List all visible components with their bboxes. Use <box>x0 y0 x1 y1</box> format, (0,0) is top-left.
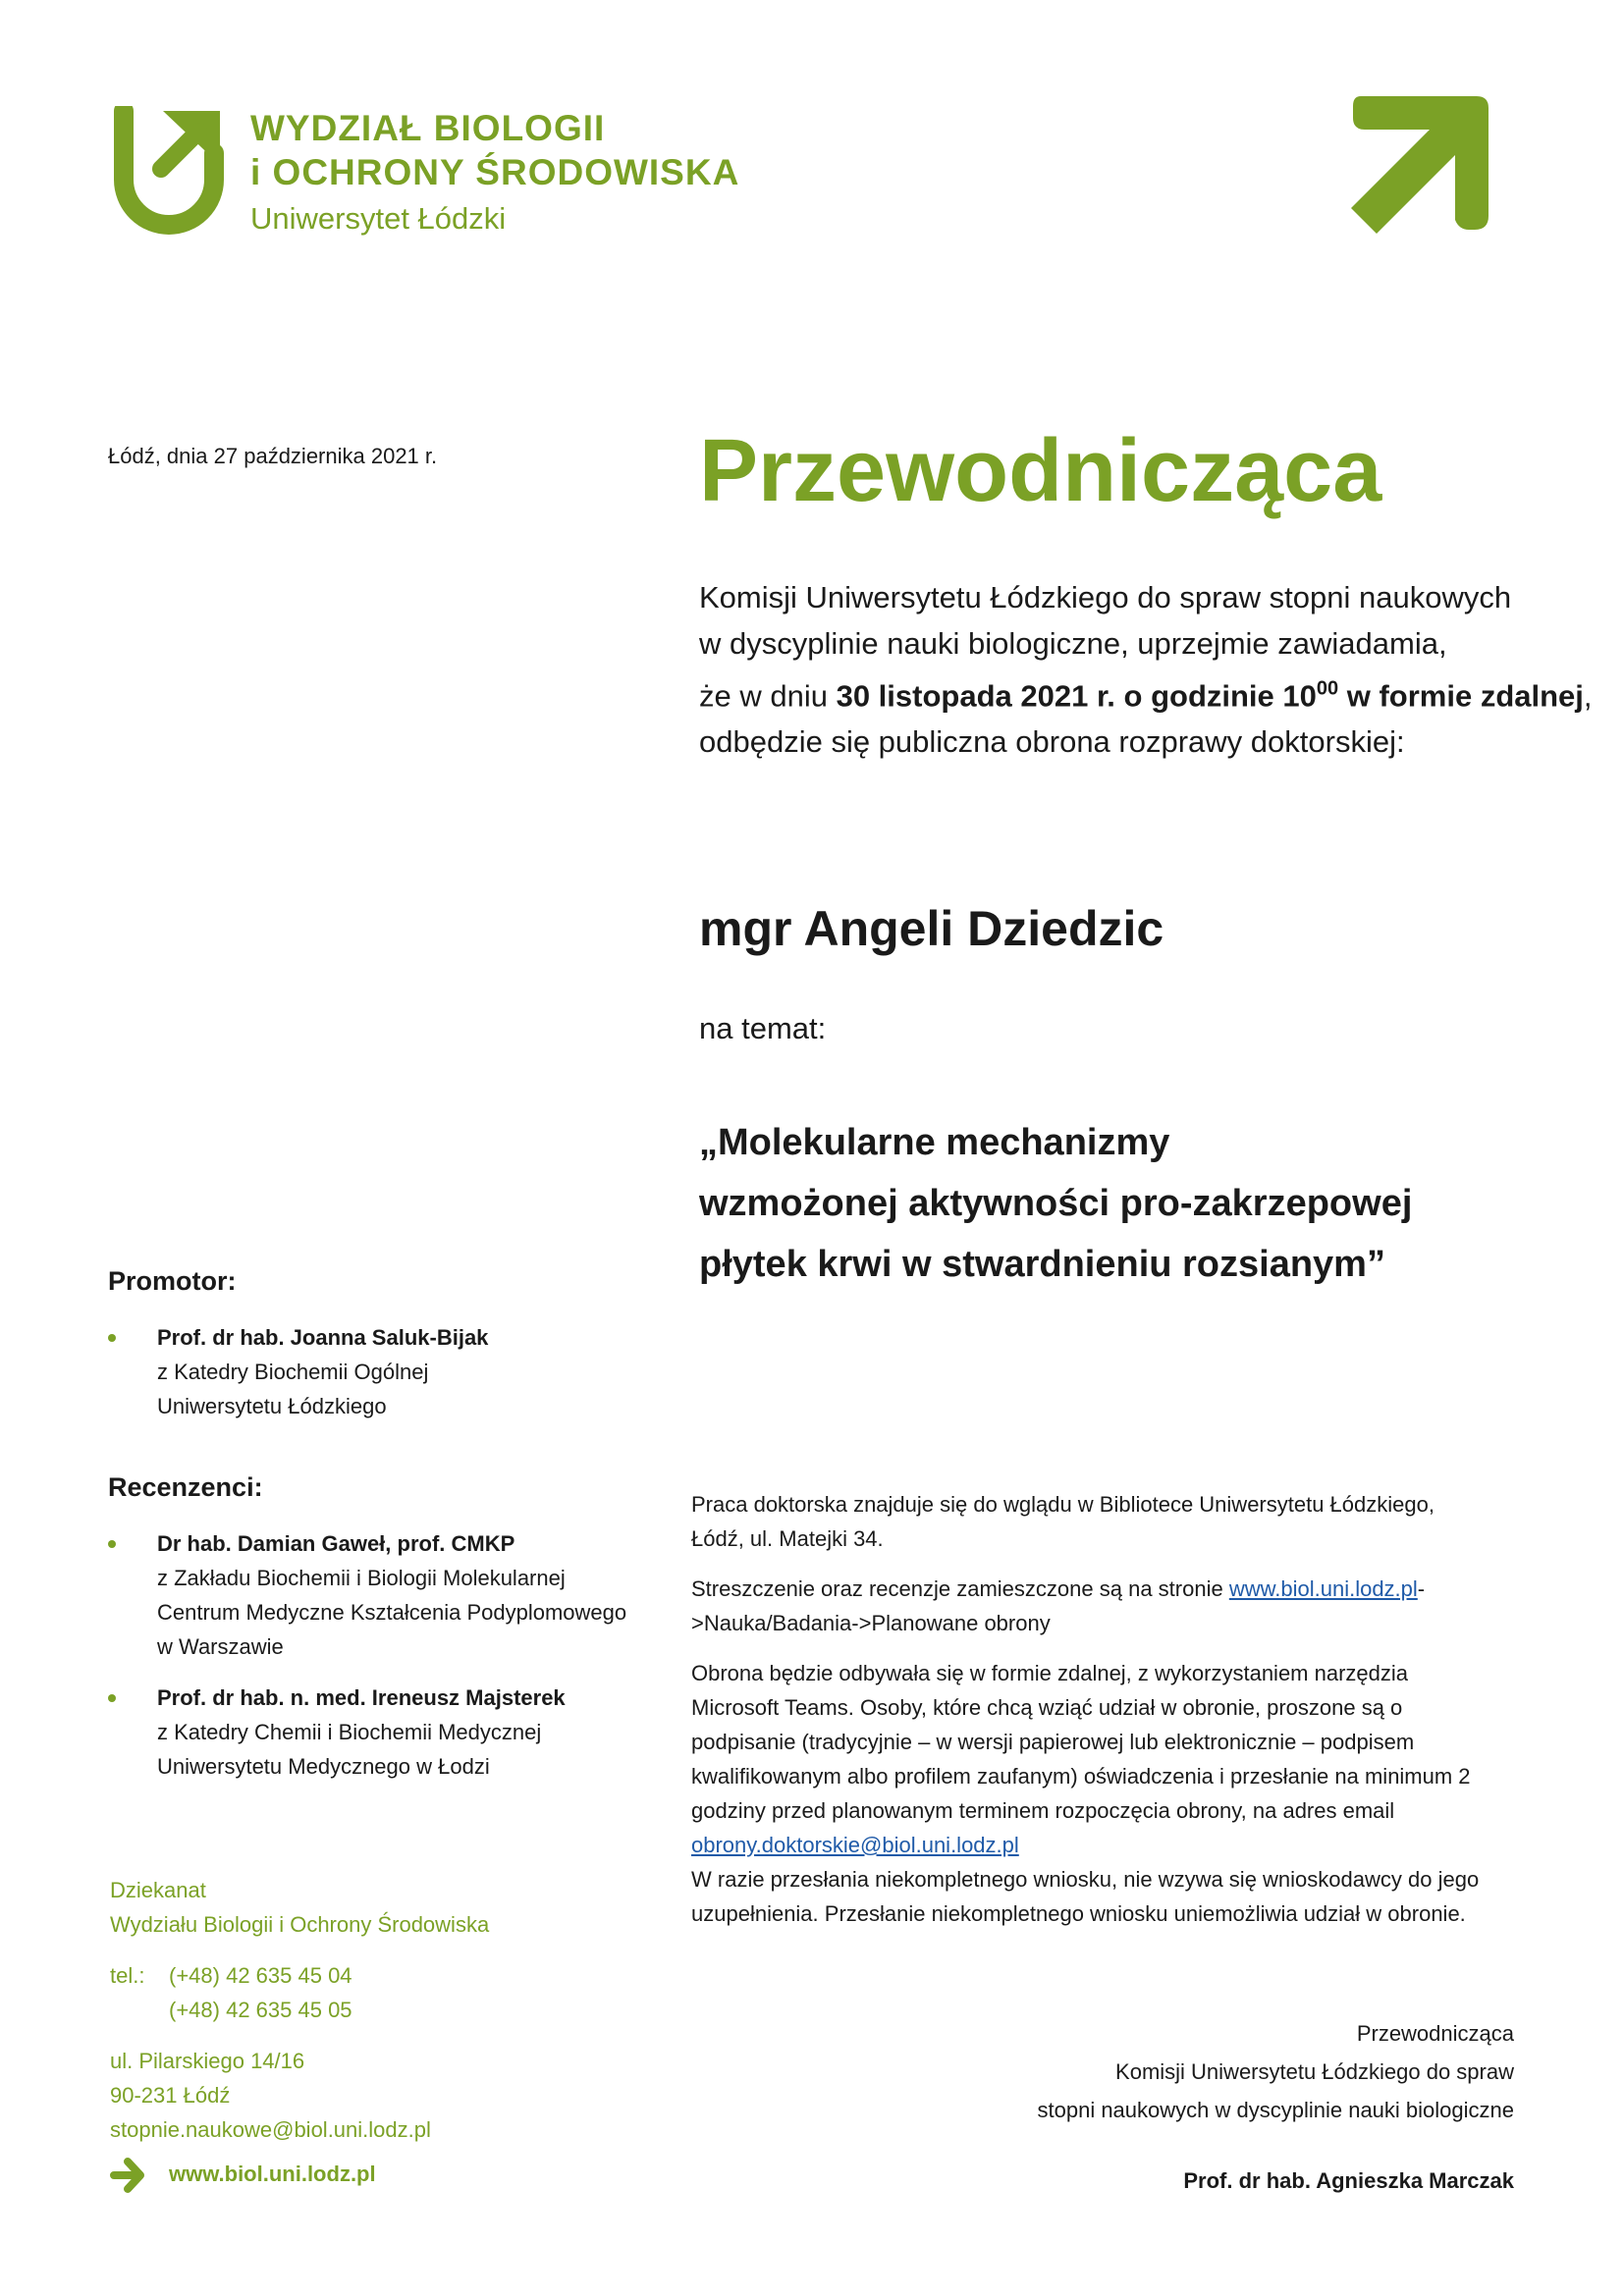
intro-line-4: odbędzie się publiczna obrona rozprawy doktorskiej: <box>699 724 1405 760</box>
promotor-affiliation-2: Uniwersytetu Łódzkiego <box>157 1394 387 1418</box>
intro-line-2: w dyscyplinie nauki biologiczne, uprzejmie zawiadamia, <box>699 626 1447 661</box>
promotor-heading: Promotor: <box>108 1266 237 1296</box>
bullet-icon <box>108 1540 116 1548</box>
reviewer-affiliation-2: Uniwersytetu Medycznego w Łodzi <box>157 1754 490 1779</box>
contact-email[interactable]: stopnie.naukowe@biol.uni.lodz.pl <box>110 2117 431 2142</box>
contact-phone-1: tel.: (+48) 42 635 45 04 <box>110 1963 352 1988</box>
intro-line-3: że w dniu 30 listopada 2021 r. o godzinie $10^{00}$ w formie zdalnej, <box>699 678 1593 714</box>
defense-form: w formie zdalnej <box>1338 678 1584 714</box>
defense-date: 30 listopada 2021 r. o godzinie 10 <box>836 678 1317 714</box>
logo-line-2: i OCHRONY ŚRODOWISKA <box>250 152 740 192</box>
intro-paragraph <box>699 574 1602 765</box>
reviewer-name: Dr hab. Damian Gaweł, prof. CMKP <box>157 1531 515 1556</box>
promotor-entry <box>108 1320 658 1423</box>
footer-arrow <box>110 2156 145 2195</box>
signature-line-3: stopni naukowych w dyscyplinie nauki biologiczne <box>1037 2098 1514 2122</box>
contact-address-1: ul. Pilarskiego 14/16 <box>110 2049 305 2073</box>
contact-address-2: 90-231 Łódź <box>110 2083 231 2108</box>
intro-line-1: Komisji Uniwersytetu Łódzkiego do spraw stopni naukowych <box>699 580 1512 614</box>
bullet-icon <box>108 1694 116 1702</box>
bullet-icon <box>108 1334 116 1342</box>
thesis-topic <box>699 1112 1583 1295</box>
page-title: Przewodnicząca <box>699 422 1382 520</box>
topic-line-2: wzmożonej aktywności pro-zakrzepowej <box>699 1183 1413 1224</box>
signature-line-2: Komisji Uniwersytetu Łódzkiego do spraw <box>1115 2059 1514 2084</box>
signature-block <box>1038 2014 1515 2200</box>
library-info: Praca doktorska znajduje się do wglądu w Bibliotece Uniwersytetu Łódzkiego, Łódź, ul. Matejki 34. <box>691 1492 1435 1551</box>
defense-time-minutes: 00 <box>1316 678 1339 700</box>
contact-phone-2: (+48) 42 635 45 05 <box>169 1998 352 2022</box>
incomplete-request-info: W razie przesłania niekompletnego wniosku, nie wzywa się wnioskodawcy do jego uzupełnienia. Przesłanie niekompletnego wniosku uniemożliwia udział w obronie. <box>691 1867 1480 1926</box>
signature-line-1: Przewodnicząca <box>1356 2021 1514 2046</box>
topic-label: na temat: <box>699 1011 827 1045</box>
reviewer-affiliation-1: z Zakładu Biochemii i Biologii Molekularnej <box>157 1566 566 1590</box>
remote-defense-info: Obrona będzie odbywała się w formie zdalnej, z wykorzystaniem narzędzia Microsoft Teams. Osoby, które chcą wziąć udział w obronie, proszone są o podpisanie (tradycyjnie – w wersji papierowej lub elektronicznie – podpisem kwalifikowanym albo profilem zaufanym) oświadczenia i przesłanie na minimum 2 godziny przed planowanym terminem rozpoczęcia obrony, na adres email obrony.doktorskie@biol.uni.lodz.pl <box>691 1661 1471 1857</box>
document-date: Łódź, dnia 27 października 2021 r. <box>108 444 438 468</box>
topic-line-1: „Molekularne mechanizmy <box>699 1122 1170 1163</box>
dean-office-contact <box>110 1873 489 2147</box>
reviewer-entry <box>108 1681 658 1784</box>
logo-line-1: WYDZIAŁ BIOLOGII <box>250 108 606 148</box>
footer-website-link[interactable]: www.biol.uni.lodz.pl <box>169 2162 376 2186</box>
reviewer-name: Prof. dr hab. n. med. Ireneusz Majsterek <box>157 1685 566 1710</box>
faculty-logo-text <box>250 106 739 243</box>
email-link[interactable]: obrony.doktorskie@biol.uni.lodz.pl <box>691 1833 1019 1857</box>
summary-info: Streszczenie oraz recenzje zamieszczone są na stronie www.biol.uni.lodz.pl->Nauka/Badania->Planowane obrony <box>691 1576 1426 1635</box>
topic-line-3: płytek krwi w stwardnieniu rozsianym” <box>699 1244 1385 1285</box>
arrow-up-right-icon <box>1351 96 1489 234</box>
faculty-logo-mark <box>110 106 228 239</box>
promotor-affiliation-1: z Katedry Biochemii Ogólnej <box>157 1360 429 1384</box>
reviewer-affiliation-3: w Warszawie <box>157 1634 284 1659</box>
info-block <box>691 1487 1487 1947</box>
reviewer-affiliation-2: Centrum Medyczne Kształcenia Podyplomowego <box>157 1600 627 1625</box>
arrow-right-icon <box>110 2156 145 2195</box>
reviewer-entry <box>108 1526 658 1664</box>
contact-line-1: Dziekanat <box>110 1878 206 1902</box>
signature-name: Prof. dr hab. Agnieszka Marczak <box>1183 2168 1514 2193</box>
promotor-name: Prof. dr hab. Joanna Saluk-Bijak <box>157 1325 489 1350</box>
reviewer-affiliation-1: z Katedry Chemii i Biochemii Medycznej <box>157 1720 542 1744</box>
up-right-arrow-u-icon <box>110 106 228 239</box>
reviewers-heading: Recenzenci: <box>108 1472 263 1502</box>
website-link[interactable]: www.biol.uni.lodz.pl <box>1228 1576 1418 1601</box>
contact-line-2: Wydziału Biologii i Ochrony Środowiska <box>110 1912 490 1937</box>
candidate-name: mgr Angeli Dziedzic <box>699 901 1164 956</box>
corner-arrow <box>1351 96 1489 234</box>
logo-line-3: Uniwersytet Łódzki <box>250 201 507 236</box>
